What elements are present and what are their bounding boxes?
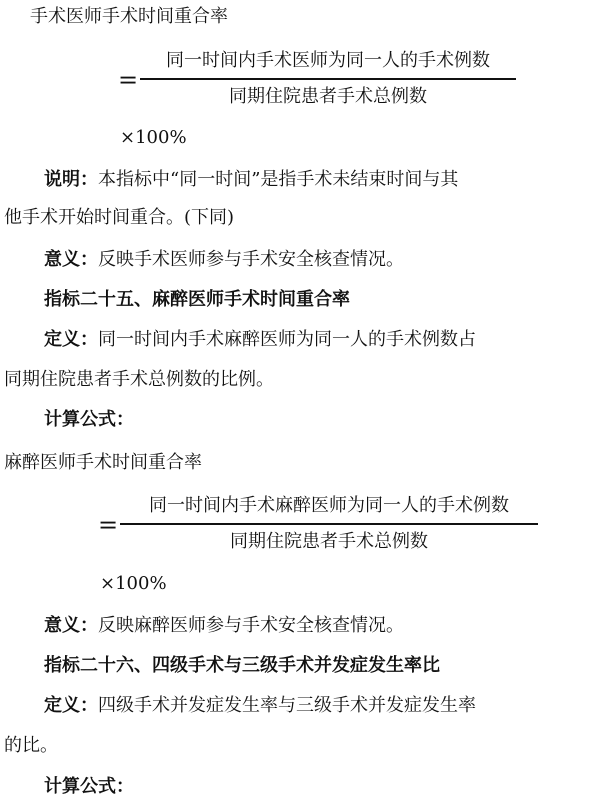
formula-title: 麻醉医师手术时间重合率 [4,452,202,473]
definition-line-1 [44,695,476,717]
formula-title: 手术医师手术时间重合率 [30,6,228,27]
fraction-numerator: 同一时间内手术医师为同一人的手术例数 [166,50,490,71]
definition-label: 定义： [44,695,98,716]
note-line-1 [44,169,458,191]
definition-line-2: 同期住院患者手术总例数的比例。 [4,369,274,390]
fraction-numerator: 同一时间内手术麻醉医师为同一人的手术例数 [149,495,509,516]
definition-text-1: 四级手术并发症发生率与三级手术并发症发生率 [98,695,476,716]
fraction-bar [140,78,516,80]
meaning-label: 意义： [44,615,98,636]
formula-multiplier: ×100% [100,573,167,594]
note-label: 说明： [44,169,98,190]
calc-label: 计算公式： [44,409,134,430]
equals-sign: = [98,511,119,539]
formula-multiplier: ×100% [120,127,187,148]
note-text-1: 本指标中“同一时间”是指手术未结束时间与其 [98,169,459,190]
fraction-denominator: 同期住院患者手术总例数 [229,86,427,107]
indicator-heading: 指标二十六、四级手术与三级手术并发症发生率比 [44,655,440,676]
fraction-denominator: 同期住院患者手术总例数 [230,531,428,552]
calc-label: 计算公式： [44,776,134,797]
meaning-text: 反映麻醉医师参与手术安全核查情况。 [98,615,404,636]
indicator-heading: 指标二十五、麻醉医师手术时间重合率 [44,289,350,310]
definition-text-1: 同一时间内手术麻醉医师为同一人的手术例数占 [98,329,476,350]
meaning-text: 反映手术医师参与手术安全核查情况。 [98,249,404,270]
equals-sign: = [118,66,139,94]
fraction-bar [120,523,538,525]
definition-line-2: 的比。 [4,735,58,756]
definition-line-1 [44,329,476,351]
definition-label: 定义： [44,329,98,350]
meaning-label: 意义： [44,249,98,270]
meaning-line [44,249,404,271]
meaning-line [44,615,404,637]
note-line-2: 他手术开始时间重合。(下同) [4,207,235,228]
